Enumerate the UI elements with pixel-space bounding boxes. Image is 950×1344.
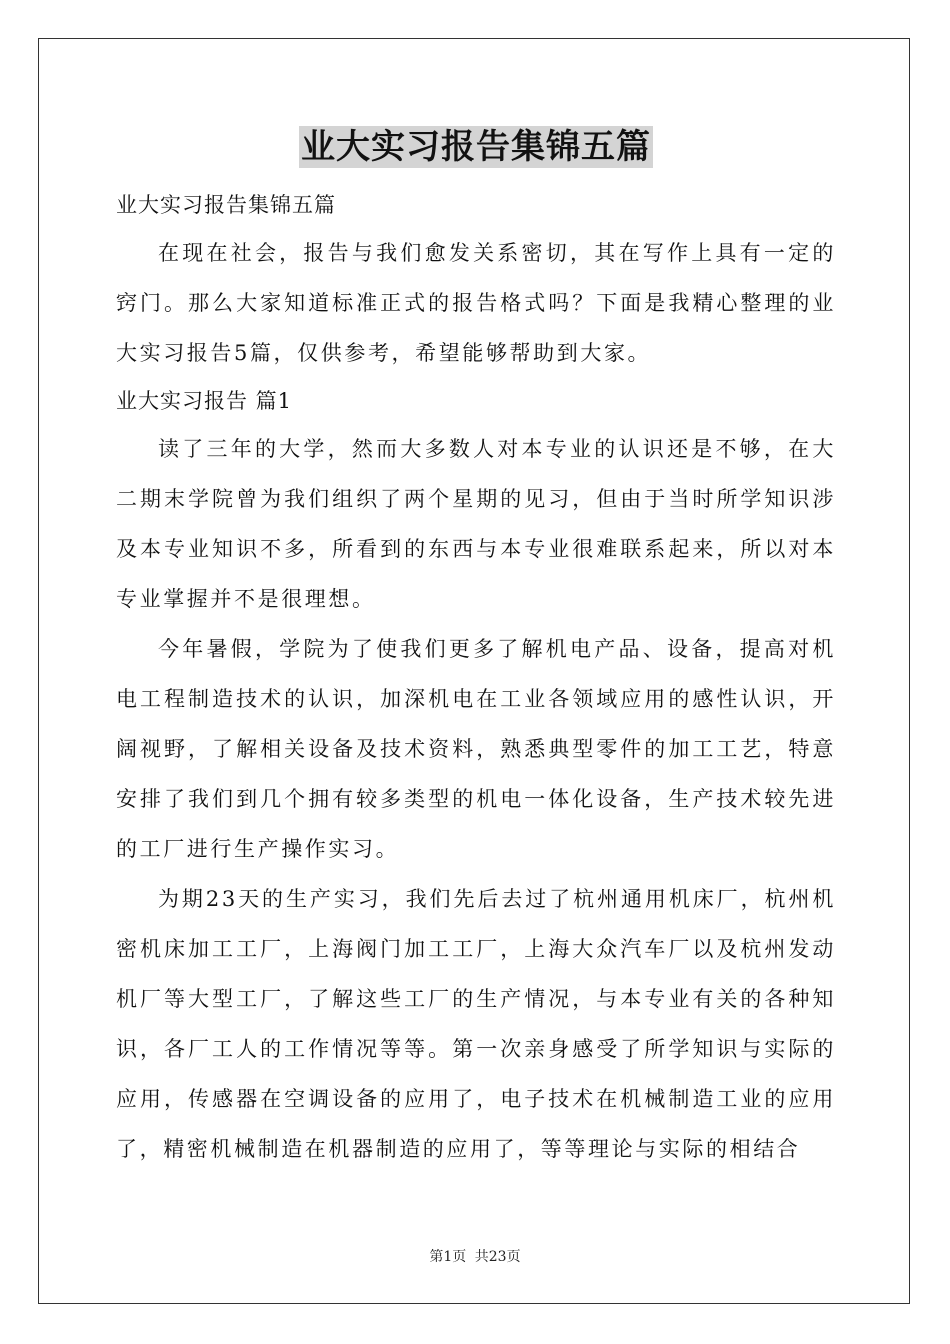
body-paragraph-1: 读了三年的大学，然而大多数人对本专业的认识还是不够，在大二期末学院曾为我们组织了两个星期的见习，但由于当时所学知识涉及本专业知识不多，所看到的东西与本专业很难联系起来，所以对本专业掌握并不是很理想。: [116, 437, 836, 611]
document-body: [116, 126, 836, 1174]
document-subtitle: 业大实习报告集锦五篇: [116, 193, 336, 217]
title-container: [116, 126, 836, 176]
document-title: 业大实习报告集锦五篇: [301, 127, 651, 167]
page-total: 共23页: [474, 1249, 521, 1265]
section-heading: 业大实习报告 篇1: [116, 389, 293, 413]
page-number: 第1页: [429, 1249, 467, 1265]
page-footer: [0, 1246, 950, 1266]
body-paragraph-3: 为期23天的生产实习，我们先后去过了杭州通用机床厂，杭州机密机床加工工厂，上海阀门加工工厂，上海大众汽车厂以及杭州发动机厂等大型工厂，了解这些工厂的生产情况，与本专业有关的各种知识，各厂工人的工作情况等等。第一次亲身感受了所学知识与实际的应用，传感器在空调设备的应用了，电子技术在机械制造工业的应用了，精密机械制造在机器制造的应用了，等等理论与实际的相结合: [116, 887, 836, 1161]
intro-paragraph: 在现在社会，报告与我们愈发关系密切，其在写作上具有一定的窍门。那么大家知道标准正式的报告格式吗？下面是我精心整理的业大实习报告5篇，仅供参考，希望能够帮助到大家。: [116, 241, 836, 365]
body-paragraph-2: 今年暑假，学院为了使我们更多了解机电产品、设备，提高对机电工程制造技术的认识，加深机电在工业各领域应用的感性认识，开阔视野，了解相关设备及技术资料，熟悉典型零件的加工工艺，特意安排了我们到几个拥有较多类型的机电一体化设备，生产技术较先进的工厂进行生产操作实习。: [116, 637, 836, 861]
